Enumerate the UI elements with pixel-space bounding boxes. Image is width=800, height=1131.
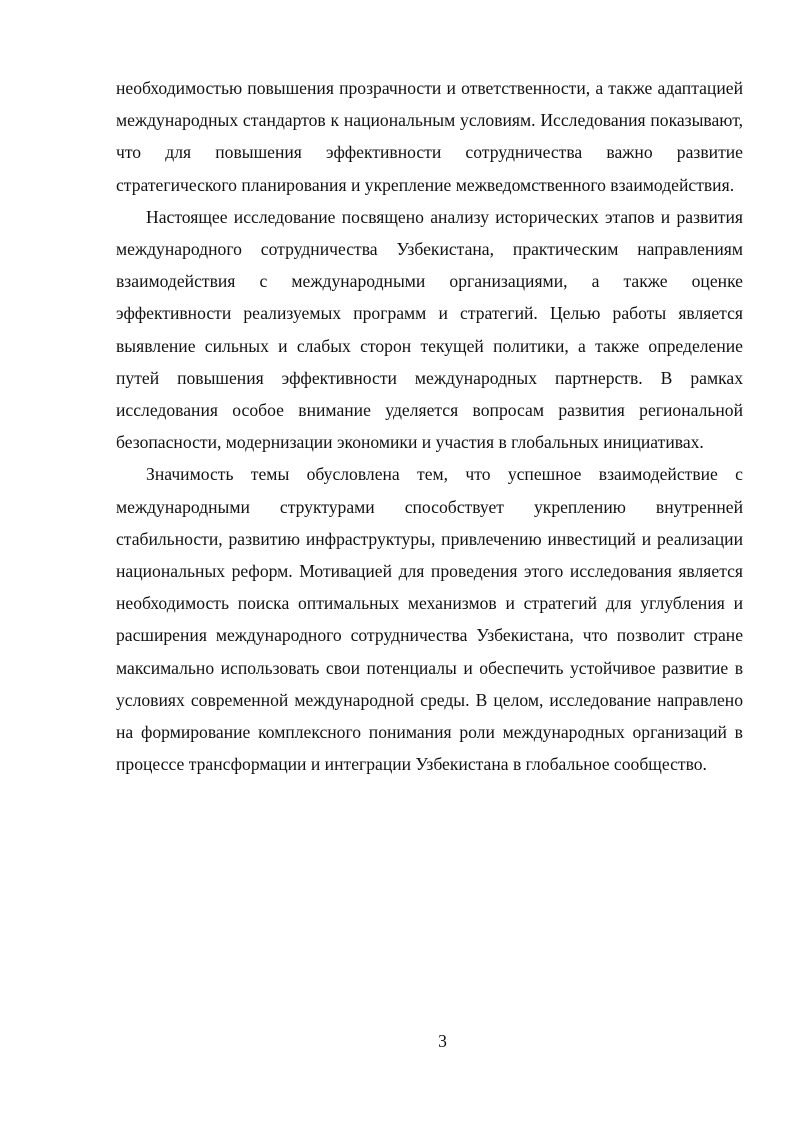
page-number: 3 <box>438 1031 447 1051</box>
body-text <box>116 72 743 780</box>
paragraph-significance: Значимость темы обусловлена тем, что успешное взаимодействие с международными структурами способствует укреплению внутренней стабильности, развитию инфраструктуры, привлечению инвестиций и реализации национальных реформ. Мотивацией для проведения этого исследования является необходимость поиска оптимальных механизмов и стратегий для углубления и расширения международного сотрудничества Узбекистана, что позволит стране максимально использовать свои потенциалы и обеспечить устойчивое развитие в условиях современной международной среды. В целом, исследование направлено на формирование комплексного понимания роли международных организаций в процессе трансформации и интеграции Узбекистана в глобальное сообщество. <box>116 464 743 775</box>
paragraph-continuation: необходимостью повышения прозрачности и ответственности, а также адаптацией международных стандартов к национальным условиям. Исследования показывают, что для повышения эффективности сотрудничества важно развитие стратегического планирования и укрепление межведомственного взаимодействия. <box>116 78 743 195</box>
paragraph-purpose: Настоящее исследование посвящено анализу исторических этапов и развития международного сотрудничества Узбекистана, практическим направлениям взаимодействия с международными организациями, а также оценке эффективности реализуемых программ и стратегий. Целью работы является выявление сильных и слабых сторон текущей политики, а также определение путей повышения эффективности международных партнерств. В рамках исследования особое внимание уделяется вопросам развития региональной безопасности, модернизации экономики и участия в глобальных инициативах. <box>116 206 743 453</box>
